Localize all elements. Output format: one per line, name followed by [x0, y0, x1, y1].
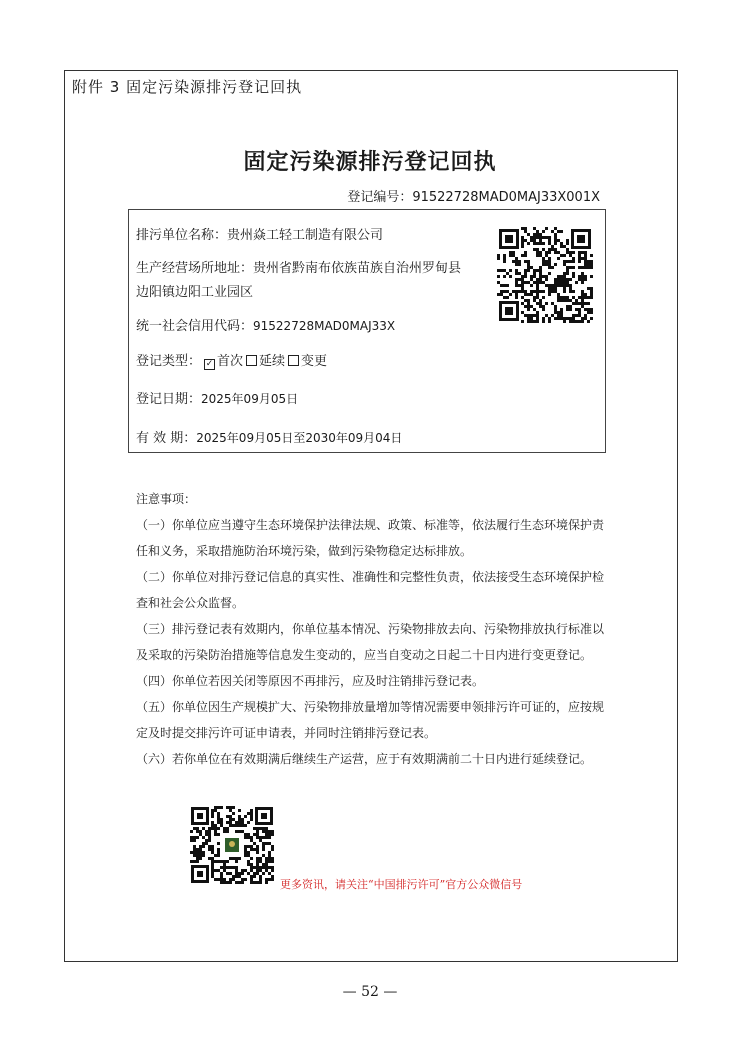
note-item-1: （一）你单位应当遵守生态环境保护法律法规、政策、标准等，依法履行生态环境保护责任和义务，采取措施防治环境污染，做到污染物稳定达标排放。 — [136, 518, 605, 558]
wechat-promo-text: 更多资讯，请关注“中国排污许可”官方公众微信号 — [280, 878, 523, 891]
checkbox-change — [288, 355, 299, 366]
unit-name-value: 贵州焱工轻工制造有限公司 — [227, 228, 384, 243]
notes-heading: 注意事项： — [136, 492, 197, 506]
credit-code-value: 91522728MAD0MAJ33X — [253, 319, 396, 333]
address-label: 生产经营场所地址： — [136, 261, 254, 276]
unit-name-row — [136, 224, 383, 243]
note-item-2: （二）你单位对排污登记信息的真实性、准确性和完整性负责，依法接受生态环境保护检查和社会公众监督。 — [136, 570, 605, 610]
note-item-4: （四）你单位若因关闭等原因不再排污，应及时注销排污登记表。 — [136, 674, 485, 688]
address-row-continued — [136, 281, 253, 300]
attachment-title: 附件 3 固定污染源排污登记回执 — [72, 78, 303, 96]
document-title: 固定污染源排污登记回执 — [243, 150, 497, 175]
note-item-3: （三）排污登记表有效期内，你单位基本情况、污染物排放去向、污染物排放执行标准以及采取的污染防治措施等信息发生变动的，应当自变动之日起二十日内进行变更登记。 — [136, 622, 605, 662]
registration-date-row — [136, 388, 298, 407]
address-value-line2: 边阳镇边阳工业园区 — [136, 285, 254, 300]
validity-row — [136, 427, 402, 446]
registration-type-row — [136, 350, 327, 369]
wechat-qr-code — [190, 806, 274, 884]
validity-value: 2025年09月05日至2030年09月04日 — [196, 431, 403, 445]
note-item-5: （五）你单位因生产规模扩大、污染物排放量增加等情况需要申领排污许可证的，应按规定及时提交排污许可证申请表，并同时注销排污登记表。 — [136, 700, 605, 740]
checkbox-renewal — [246, 355, 257, 366]
registration-number: 登记编号：91522728MAD0MAJ33X001X — [347, 190, 600, 205]
address-row — [136, 257, 461, 276]
registration-type-label: 登记类型： — [136, 354, 202, 369]
registration-qr-code — [497, 227, 593, 323]
address-value-line1: 贵州省黔南布依族苗族自治州罗甸县 — [253, 261, 462, 276]
unit-name-label: 排污单位名称： — [136, 228, 228, 243]
credit-code-label: 统一社会信用代码： — [136, 319, 254, 334]
option-renewal-label: 延续 — [259, 354, 286, 369]
note-item-6: （六）若你单位在有效期满后继续生产运营，应于有效期满前二十日内进行延续登记。 — [136, 752, 593, 766]
registration-date-label: 登记日期： — [136, 392, 202, 407]
notes-section — [136, 486, 606, 772]
registration-date-value: 2025年09月05日 — [201, 392, 299, 406]
page-number: — 52 — — [342, 984, 398, 1000]
validity-label: 有 效 期： — [136, 431, 197, 446]
option-first-time-label: 首次 — [217, 354, 244, 369]
option-change-label: 变更 — [301, 354, 328, 369]
credit-code-row — [136, 315, 395, 334]
checkbox-first-time: ✓ — [205, 359, 214, 369]
